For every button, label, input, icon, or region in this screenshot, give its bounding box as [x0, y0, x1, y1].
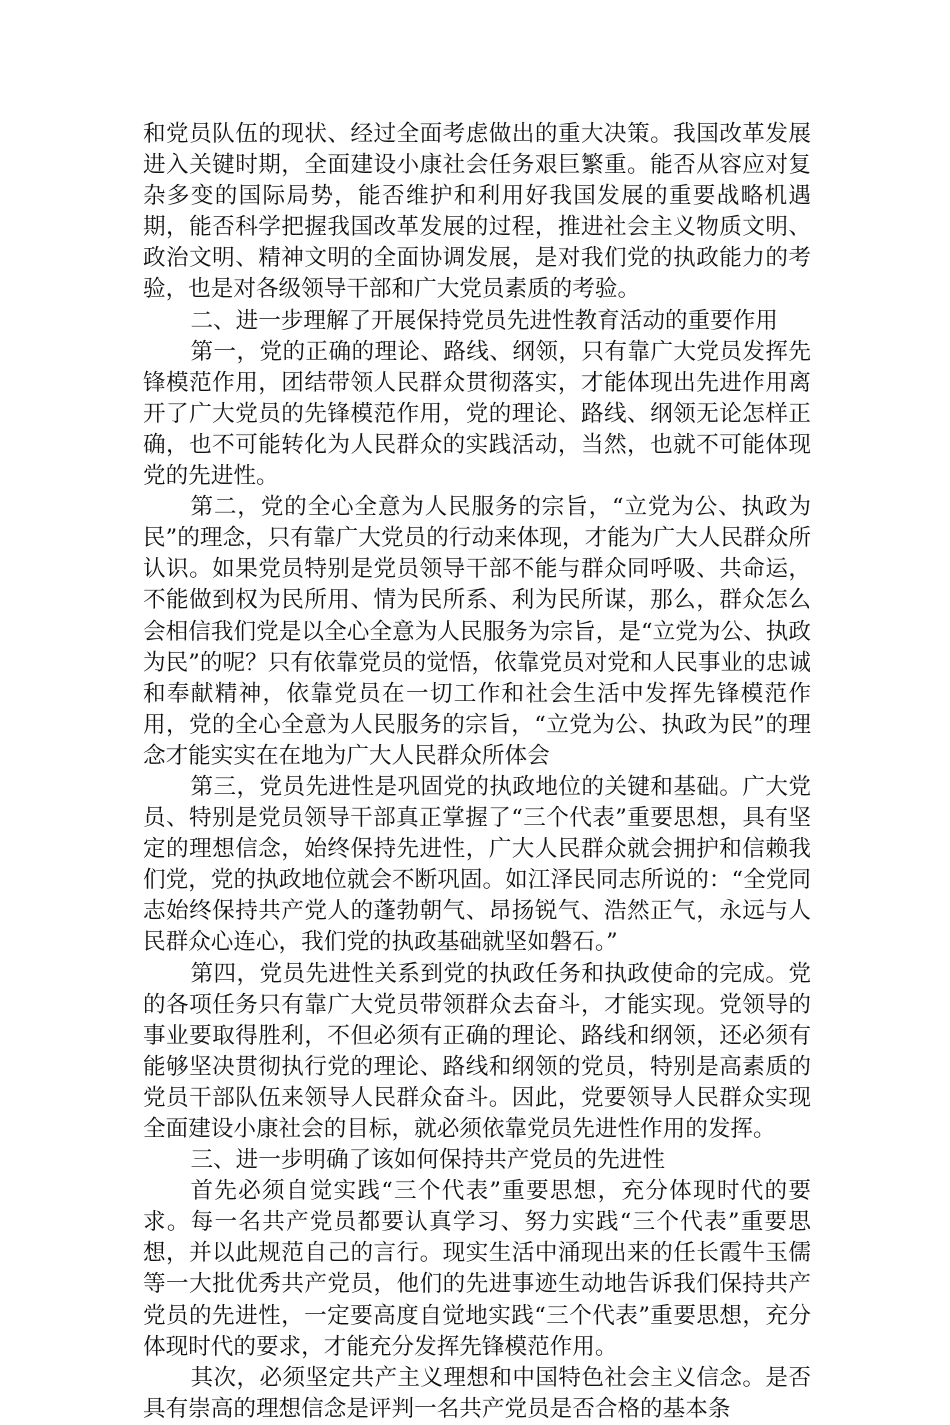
body-paragraph: 其次，必须坚定共产主义理想和中国特色社会主义信念。是否具有崇高的理想信念是评判一名共产党员是否合格的基本条 — [143, 1364, 811, 1422]
body-paragraph: 第四，党员先进性关系到党的执政任务和执政使命的完成。党的各项任务只有靠广大党员带领群众去奋斗，才能实现。党领导的事业要取得胜利，不但必须有正确的理论、路线和纲领，还必须有能够坚决贯彻执行党的理论、路线和纲领的党员，特别是高素质的党员干部队伍来领导人民群众奋斗。因此，党要领导人民群众实现全面建设小康社会的目标，就必须依靠党员先进性作用的发挥。 — [143, 960, 811, 1142]
body-paragraph: 第一，党的正确的理论、路线、纲领，只有靠广大党员发挥先锋模范作用，团结带领人民群众贯彻落实，才能体现出先进作用离开了广大党员的先锋模范作用，党的理论、路线、纲领无论怎样正确，也不可能转化为人民群众的实践活动，当然，也就不可能体现党的先进性。 — [143, 338, 811, 490]
section-heading: 三、进一步明确了该如何保持共产党员的先进性 — [190, 1147, 665, 1174]
body-paragraph: 首先必须自觉实践“三个代表”重要思想，充分体现时代的要求。每一名共产党员都要认真学习、努力实践“三个代表”重要思想，并以此规范自己的言行。现实生活中涌现出来的任长霞牛玉儒等一大批优秀共产党员，他们的先进事迹生动地告诉我们保持共产党员的先进性，一定要高度自觉地实践“三个代表”重要思想，充分体现时代的要求，才能充分发挥先锋模范作用。 — [143, 1178, 811, 1360]
document-body — [143, 119, 811, 1425]
body-paragraph: 和党员队伍的现状、经过全面考虑做出的重大决策。我国改革发展进入关键时期，全面建设小康社会任务艰巨繁重。能否从容应对复杂多变的国际局势，能否维护和利用好我国发展的重要战略机遇期，能否科学把握我国改革发展的过程，推进社会主义物质文明、政治文明、精神文明的全面协调发展，是对我们党的执政能力的考验，也是对各级领导干部和广大党员素质的考验。 — [143, 121, 811, 303]
section-heading: 二、进一步理解了开展保持党员先进性教育活动的重要作用 — [190, 307, 778, 334]
body-paragraph: 第三，党员先进性是巩固党的执政地位的关键和基础。广大党员、特别是党员领导干部真正掌握了“三个代表”重要思想，具有坚定的理想信念，始终保持先进性，广大人民群众就会拥护和信赖我们党，党的执政地位就会不断巩固。如江泽民同志所说的：“全党同志始终保持共产党人的蓬勃朝气、昂扬锐气、浩然正气，永远与人民群众心连心，我们党的执政基础就坚如磐石。” — [143, 773, 811, 956]
body-paragraph: 第二，党的全心全意为人民服务的宗旨，“立党为公、执政为民”的理念，只有靠广大党员的行动来体现，才能为广大人民群众所认识。如果党员特别是党员领导干部不能与群众同呼吸、共命运，不能做到权为民所用、情为民所系、利为民所谋，那么，群众怎么会相信我们党是以全心全意为人民服务为宗旨，是“立党为公、执政为民”的呢？只有依靠党员的觉悟，依靠党员对党和人民事业的忠诚和奉献精神，依靠党员在一切工作和社会生活中发挥先锋模范作用，党的全心全意为人民服务的宗旨，“立党为公、执政为民”的理念才能实实在在地为广大人民群众所体会 — [143, 494, 811, 769]
